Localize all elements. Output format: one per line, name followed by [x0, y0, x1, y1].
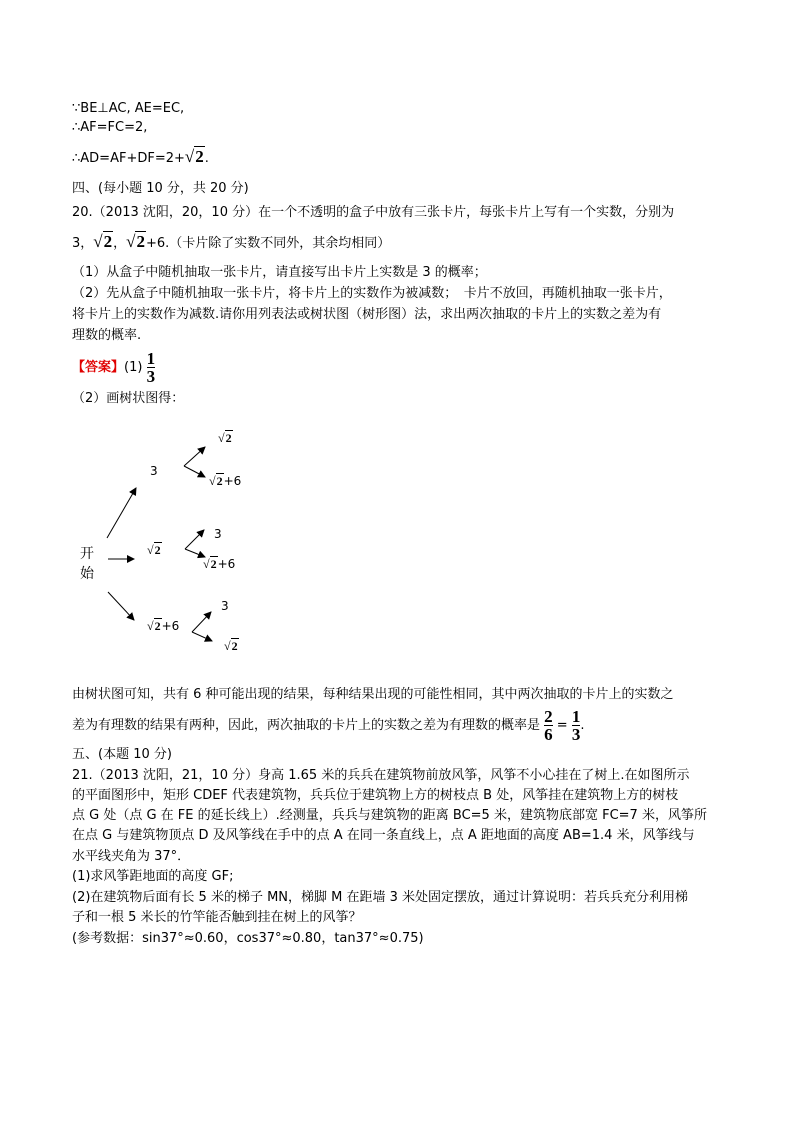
text: (1): [124, 360, 143, 375]
question-20-part-2b: 将卡片上的实数作为减数.请你用列表法或树状图（树形图）法，求出两次抽取的卡片上的实数之差为有: [72, 307, 662, 322]
period: .: [580, 718, 585, 733]
tree-leaf-sqrt2-plus6: √2+6: [203, 557, 236, 571]
question-20: 20.（2013 沈阳，20，10 分）在一个不透明的盒子中放有三张卡片，每张卡片上写有一个实数，分别为: [72, 205, 675, 220]
conclusion-line-1: 由树状图可知，共有 6 种可能出现的结果，每种结果出现的可能性相同，其中两次抽取的卡片上的实数之: [72, 687, 674, 702]
question-20-part-2a: （2）先从盒子中随机抽取一张卡片，将卡片上的实数作为被减数； 卡片不放回，再随机抽取一张卡片，: [72, 286, 672, 301]
proof-line-1: ∵BE⊥AC, AE=EC,: [72, 101, 185, 116]
tree-node-sqrt2: √2: [147, 543, 161, 557]
text: 差为有理数的结果有两种，因此，两次抽取的卡片上的实数之差为有理数的概率是: [72, 718, 541, 733]
sqrt-2: √2: [93, 232, 113, 251]
fraction-1-3: $\frac{1}{3}$: [571, 707, 581, 744]
sqrt-2: √2: [126, 232, 145, 251]
tree-leaf-sqrt2: √2: [218, 431, 232, 445]
fraction-1-3: $\frac{1}{3}$: [146, 349, 156, 386]
tree-leaf-sqrt2: √2: [224, 639, 238, 653]
text: ，: [113, 236, 127, 251]
question-21-line-5: 水平线夹角为 37°．: [72, 849, 191, 864]
sqrt-2: √2: [184, 147, 204, 166]
question-21-part-2a: (2)在建筑物后面有长 5 米的梯子 MN，梯脚 M 在距墙 3 米处固定摆放，通过计算说明：若兵兵充分利用梯: [72, 890, 689, 905]
question-21-line-2: 的平面图形中，矩形 CDEF 代表建筑物，兵兵位于建筑物上方的树枝点 B 处，风筝挂在建筑物上方的树枝: [72, 788, 679, 803]
tree-node-3: 3: [150, 464, 158, 478]
tree-node-sqrt2-plus6: √2+6: [147, 619, 180, 633]
section-5-heading: 五、(本题 10 分): [72, 747, 172, 762]
question-21-line-4: 在点 G 与建筑物顶点 D 及风筝线在手中的点 A 在同一条直线上，点 A 距地面的高度 AB=1.4 米，风筝线与: [72, 828, 695, 843]
tree-start-char-2: 始: [80, 566, 94, 582]
answer-part-2: （2）画树状图得：: [72, 391, 185, 406]
tree-leaf-3: 3: [214, 527, 222, 541]
section-4-heading: 四、(每小题 10 分，共 20 分): [72, 181, 249, 196]
fraction-2-6: $\frac{2}{6}$: [544, 707, 553, 744]
question-21-line-3: 点 G 处（点 G 在 FE 的延长线上）.经测量，兵兵与建筑物的距离 BC=5 米，建筑物底部宽 FC=7 米，风筝所: [72, 808, 707, 823]
tree-leaf-3: 3: [221, 599, 229, 613]
question-21-part-1: (1)求风筝距地面的高度 GF;: [72, 869, 234, 884]
question-21-part-2b: 子和一根 5 米长的竹竿能否触到挂在树上的风筝？: [72, 910, 362, 925]
proof-line-2: ∴AF=FC=2,: [72, 120, 148, 135]
proof-text: ∴AD=AF+DF=2+: [72, 151, 185, 166]
reference-data: (参考数据：sin37°≈0.60，cos37°≈0.80，tan37°≈0.75): [72, 931, 424, 946]
text: +6.（卡片除了实数不同外，其余均相同）: [145, 236, 391, 251]
period: .: [204, 151, 209, 166]
tree-leaf-sqrt2-plus6: √2+6: [209, 474, 242, 488]
text: 3，: [72, 236, 94, 251]
question-20-part-2c: 理数的概率.: [72, 328, 142, 343]
answer-tag: 【答案】: [72, 360, 125, 375]
conclusion-line-2: [72, 708, 584, 744]
equals: =: [556, 718, 568, 733]
question-20-part-1: （1）从盒子中随机抽取一张卡片，请直接写出卡片上实数是 3 的概率；: [72, 265, 487, 280]
tree-start-char-1: 开: [80, 546, 94, 562]
question-21-line-1: 21.（2013 沈阳，21，10 分）身高 1.65 米的兵兵在建筑物前放风筝，风筝不小心挂在了树上.在如图所示: [72, 768, 690, 783]
